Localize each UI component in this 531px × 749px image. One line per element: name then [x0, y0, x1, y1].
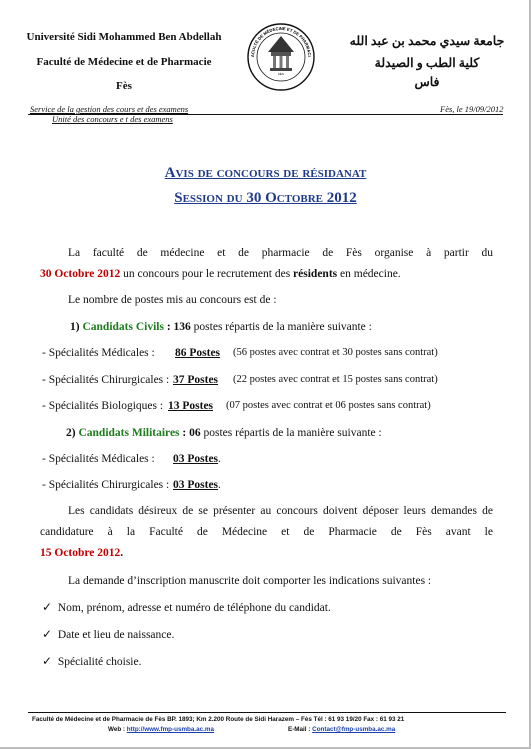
checklist-item: ✓ Nom, prénom, adresse et numéro de téléphone du candidat. [42, 600, 331, 614]
application-deadline-line: 15 Octobre 2012. [40, 547, 124, 559]
email-link[interactable]: Contact@fmp-usmba.ac.ma [312, 726, 396, 733]
intro-line2: 30 Octobre 2012 un concours pour le recrutement des résidents en médecine. [40, 268, 401, 280]
faculty-logo [246, 22, 316, 92]
intro-line1: La faculté de médecine et de pharmacie de Fès organise à partir du [68, 247, 493, 259]
requirements-intro: La demande d’inscription manuscrite doit comporter les indications suivantes : [68, 575, 432, 587]
civ-chir-detail: (22 postes avec contrat et 15 postes sans contrat) [233, 374, 438, 385]
application-line1: Les candidats désireux de se présenter au concours doivent déposer leurs demandes de [68, 505, 493, 517]
document-date: Fès, le 19/09/2012 [440, 104, 504, 114]
positions-intro: Le nombre de postes mis au concours est de : [68, 294, 277, 306]
unit-name: Unité des concours e t des examens [52, 114, 173, 124]
check-icon: ✓ [42, 627, 53, 641]
civ-bio-postes: 13 Postes [168, 400, 214, 412]
checklist-item: ✓ Spécialité choisie. [42, 654, 142, 668]
civ-med-label: - Spécialités Médicales : [42, 347, 155, 359]
civ-med-postes: 86 Postes [175, 347, 221, 359]
university-name-ar: جامعة سيدي محمد بن عبد الله [349, 34, 505, 48]
mil-med-postes-line: 03 Postes. [173, 453, 221, 465]
footer-email: E-Mail : Contact@fmp-usmba.ac.ma [288, 726, 396, 733]
civ-bio-detail: (07 postes avec contrat et 06 postes sans contrat) [226, 400, 431, 411]
page-subtitle: Session du 30 Octobre 2012 [174, 190, 357, 206]
civ-bio-label: - Spécialités Biologiques : [42, 400, 164, 412]
mil-chir-postes: 03 Postes [173, 479, 219, 491]
check-icon: ✓ [42, 654, 53, 668]
contest-date: 30 Octobre 2012 [40, 268, 121, 280]
mil-med-label: - Spécialités Médicales : [42, 453, 155, 465]
svg-text:FACULTÉ DE MÉDECINE ET DE PHAR: ACULTÉ DE MÉDECINE ET DE PHARMACI [249, 25, 313, 58]
civils-heading: 1) Candidats Civils : 136 postes répartis de la manière suivante : [70, 321, 372, 333]
service-name: Service de la gestion des cours et des examens [30, 104, 189, 114]
mil-chir-postes-line: 03 Postes. [173, 479, 221, 491]
civ-chir-label: - Spécialités Chirurgicales : [42, 374, 170, 386]
mil-chir-label: - Spécialités Chirurgicales : [42, 479, 170, 491]
application-line2: candidature à la Faculté de Médecine et de Pharmacie de Fès avant le [40, 526, 493, 538]
footer-address: Faculté de Médecine et de Pharmacie de Fès BP. 1893; Km 2.200 Route de Sidi Harazem – Fès Tél : 61 93 19/20 Fax : 61 93 21 [32, 716, 405, 723]
page-title: Avis de concours de résidanat [164, 165, 367, 181]
footer-divider [28, 712, 506, 713]
faculty-name-ar: كلية الطب و الصيدلة [374, 56, 480, 70]
city-name: Fès [116, 80, 132, 92]
check-icon: ✓ [42, 600, 53, 614]
svg-text:FÈS: FÈS [278, 72, 284, 76]
civ-med-detail: (56 postes avec contrat et 30 postes sans contrat) [233, 347, 438, 358]
footer-web: Web : http://www.fmp-usmba.ac.ma [108, 726, 215, 733]
university-name: Université Sidi Mohammed Ben Abdellah [26, 31, 222, 43]
mil-med-postes: 03 Postes [173, 453, 219, 465]
checklist-item: ✓ Date et lieu de naissance. [42, 627, 175, 641]
city-name-ar: فاس [414, 75, 440, 89]
deadline-date: 15 Octobre 2012 [40, 547, 121, 559]
militaires-heading: 2) Candidats Militaires : 06 postes répartis de la manière suivante : [66, 427, 382, 439]
faculty-name: Faculté de Médecine et de Pharmacie [36, 56, 212, 68]
civ-chir-postes: 37 Postes [173, 374, 219, 386]
header-divider [28, 114, 503, 115]
website-link[interactable]: http://www.fmp-usmba.ac.ma [126, 726, 215, 733]
